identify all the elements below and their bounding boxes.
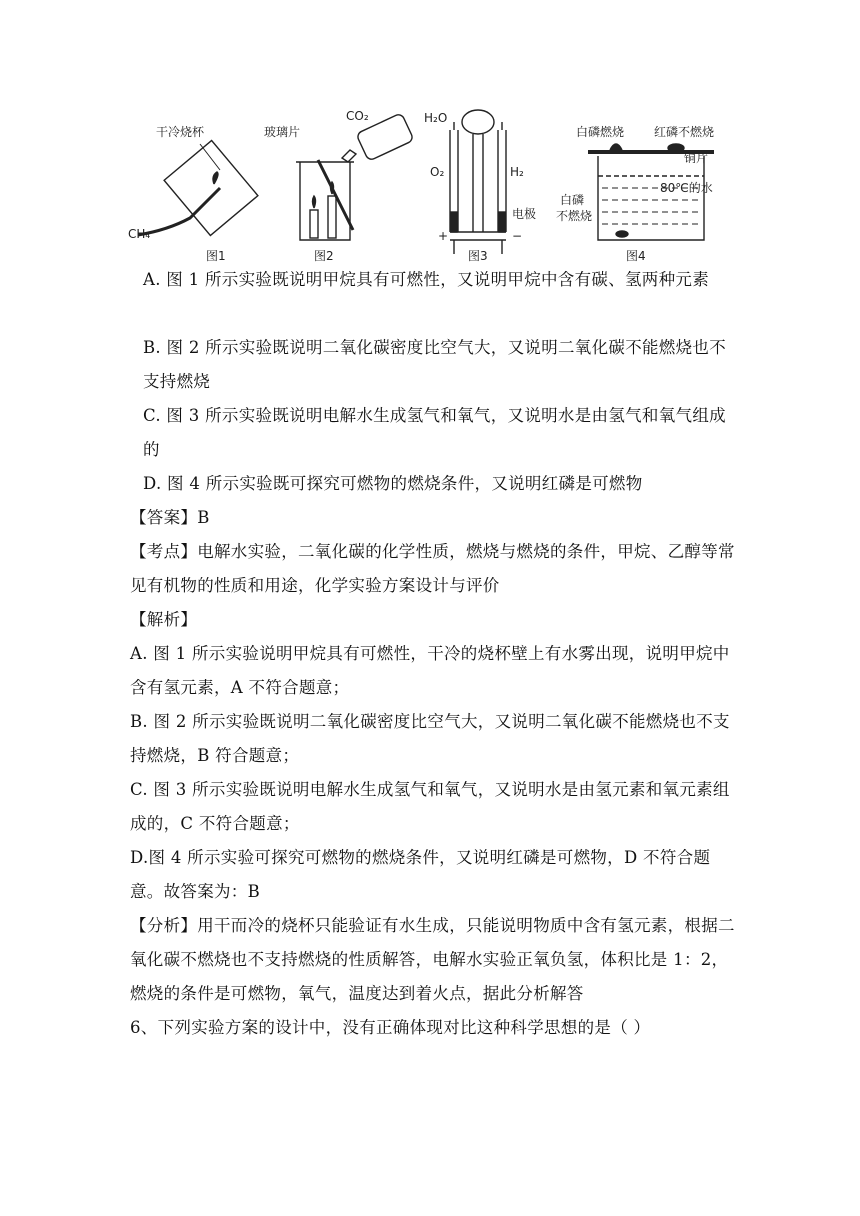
fig1-label-ch4: CH₄ [128,227,151,241]
fig1-label-cup: 干冷烧杯 [156,125,205,139]
jiexi-c: C. 图 3 所示实验既说明电解水生成氢气和氧气，又说明水是由氢元素和氧元素组成的，C 不符合题意； [130,780,730,833]
fig4-label-copper: 铜片 [684,151,709,165]
fig1-caption: 图1 [206,249,226,263]
fenxi-paragraph: 【分析】用干而冷的烧杯只能验证有水生成，只能说明物质中含有氢元素，根据二氧化碳不燃烧也不支持燃烧的性质解答，电解水实验正氧负氢，体积比是 1：2，燃烧的条件是可燃物，氧气，温度达到着火点，据此分析解答 [130,916,735,1003]
fig2-label-glass: 玻璃片 [264,125,301,139]
option-a: A. 图 1 所示实验既说明甲烷具有可燃性，又说明甲烷中含有碳、氢两种元素 [143,270,709,289]
option-b: B. 图 2 所示实验既说明二氧化碳密度比空气大，又说明二氧化碳不能燃烧也不支持燃烧 [143,338,727,391]
fig2-label-co2: CO₂ [346,109,369,123]
jiexi-a: A. 图 1 所示实验说明甲烷具有可燃性，干冷的烧杯壁上有水雾出现，说明甲烷中含有氢元素，A 不符合题意； [130,644,730,697]
option-d: D. 图 4 所示实验既可探究可燃物的燃烧条件，又说明红磷是可燃物 [143,474,643,493]
option-c: C. 图 3 所示实验既说明电解水生成氢气和氧气，又说明水是由氢气和氧气组成的 [143,406,726,459]
figure-3 [450,110,506,254]
question-6: 6、下列实验方案的设计中，没有正确体现对比这种科学思想的是（ ） [130,1018,651,1037]
figure-1 [138,140,258,235]
jiexi-heading: 【解析】 [130,610,198,629]
fig4-label-red-noburn: 红磷不燃烧 [654,125,715,139]
kaodian-paragraph: 【考点】电解水实验，二氧化碳的化学性质，燃烧与燃烧的条件，甲烷、乙醇等常见有机物的性质和用途，化学实验方案设计与评价 [130,542,735,595]
jiexi-b: B. 图 2 所示实验既说明二氧化碳密度比空气大，又说明二氧化碳不能燃烧也不支持燃烧，B 符合题意； [130,712,730,765]
jiexi-d: D.图 4 所示实验可探究可燃物的燃烧条件，又说明红磷是可燃物，D 不符合题意。故答案为：B [130,848,711,901]
fig3-label-plus: + [438,229,449,243]
fig4-label-white: 白磷 [560,193,585,207]
fig2-caption: 图2 [314,249,334,263]
fig3-label-o2: O₂ [430,165,445,179]
fig4-caption: 图4 [626,249,646,263]
fig3-label-minus: − [512,229,523,243]
figures-illustration [128,100,738,268]
fig4-label-noburn: 不燃烧 [556,209,593,223]
fig3-caption: 图3 [468,249,488,263]
fig4-label-water: 80℃的水 [660,181,713,195]
fig3-label-h2o: H₂O [424,111,448,125]
answer-line: 【答案】B [130,508,210,527]
fig3-label-h2: H₂ [510,165,524,179]
fig4-label-white-burn: 白磷燃烧 [576,125,625,139]
experiment-figures [128,100,738,268]
figure-2 [296,113,414,240]
fig3-label-electrode: 电极 [512,207,537,221]
